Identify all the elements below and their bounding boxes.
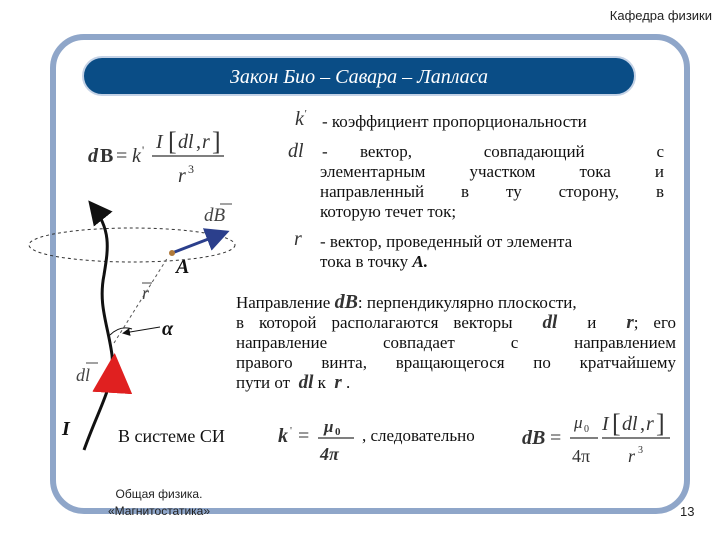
svg-text:k: k <box>278 425 288 447</box>
svg-text:r: r <box>202 131 210 153</box>
dl-symbol: dl <box>288 140 304 162</box>
svg-text:dB: dB <box>522 427 546 449</box>
svg-text:': ' <box>142 143 145 157</box>
biot-savart-si-formula <box>520 400 680 472</box>
direction-line-3: направление совпадает с направлением <box>236 333 676 352</box>
r-label: r <box>142 283 150 303</box>
biot-savart-formula <box>86 118 236 190</box>
r-inline-2: r <box>334 372 342 393</box>
direction-line-2 <box>236 313 676 333</box>
svg-text:]: ] <box>212 127 221 156</box>
svg-text:r: r <box>646 413 654 435</box>
svg-text:,: , <box>640 413 645 435</box>
svg-text:[: [ <box>168 127 177 156</box>
dl-line-1: вектор, совпадающий с <box>360 142 664 161</box>
dl-line-3: направленный в ту сторону, в <box>320 182 664 201</box>
r-inline: r <box>626 312 634 333</box>
direction-line-2-c: ; его <box>633 313 677 332</box>
k-definition: - коэффициент пропорциональности <box>322 112 587 131</box>
page-number: 13 <box>680 504 695 519</box>
db-vector <box>172 233 224 253</box>
svg-text:=: = <box>298 425 310 447</box>
direction-paragraph <box>236 292 676 393</box>
current-label: I <box>62 418 70 440</box>
current-diagram <box>20 195 240 455</box>
current-wire <box>84 205 112 450</box>
dl-dash: - <box>322 142 328 161</box>
dl-definition <box>320 142 664 222</box>
r-line-2-text: тока в точку <box>320 252 409 271</box>
direction-line-1-rest: : перпендикулярно плоскости, <box>357 293 577 312</box>
db-label: dB <box>204 205 226 226</box>
svg-text:3: 3 <box>638 445 643 456</box>
svg-text:[: [ <box>612 409 621 438</box>
direction-line-2-a: в которой располагаются векторы <box>236 313 513 332</box>
svg-text:4π: 4π <box>572 446 591 466</box>
svg-text:r: r <box>178 165 186 187</box>
svg-text:B: B <box>100 145 114 167</box>
svg-text:dl: dl <box>178 131 194 153</box>
svg-text:μ: μ <box>324 417 334 436</box>
r-definition <box>320 232 664 272</box>
svg-text:=: = <box>550 427 562 449</box>
svg-text:k: k <box>132 145 141 167</box>
section-name: «Магнитостатика» <box>107 504 211 518</box>
svg-text:': ' <box>290 425 292 437</box>
alpha-label: α <box>162 318 174 340</box>
svg-text:=: = <box>116 145 128 167</box>
svg-text:3: 3 <box>188 162 194 176</box>
r-line-2 <box>320 252 664 272</box>
dl-line-4: которую течет ток; <box>320 202 457 221</box>
dl-line-2: элементарным участком тока и <box>320 162 664 181</box>
svg-text:]: ] <box>656 409 665 438</box>
svg-text:I: I <box>602 413 609 435</box>
direction-word: Направление <box>236 293 331 312</box>
direction-line-5-c: . <box>346 373 351 392</box>
direction-line-5-a: пути от <box>236 373 291 392</box>
department-label: Кафедра физики <box>609 8 712 23</box>
k-si-formula <box>276 410 362 468</box>
svg-text:I: I <box>156 131 163 153</box>
course-footer <box>84 486 234 520</box>
k-symbol: k' <box>295 108 307 130</box>
dl-inline: dl <box>542 312 558 333</box>
consequently-label: , следовательно <box>362 426 475 445</box>
direction-line-4: правого винта, вращающегося по кратчайшему <box>236 353 676 372</box>
slide-title: Закон Био – Савара – Лапласа <box>229 66 489 88</box>
direction-line-1 <box>236 292 676 313</box>
svg-text:μ: μ <box>574 413 583 432</box>
dl-inline-2: dl <box>298 372 314 393</box>
svg-text:,: , <box>196 131 201 153</box>
svg-text:dl: dl <box>622 413 638 435</box>
svg-text:0: 0 <box>584 424 589 435</box>
dl-label: dl <box>76 365 91 385</box>
point-a-ref: А. <box>412 252 428 271</box>
svg-text:d: d <box>88 145 98 167</box>
svg-text:4π: 4π <box>320 444 339 464</box>
r-line-1: - вектор, проведенный от элемента <box>320 232 573 251</box>
db-inline: dB <box>334 291 358 313</box>
svg-text:0: 0 <box>335 426 341 438</box>
point-a-dot <box>169 250 175 256</box>
title-banner <box>82 56 636 96</box>
svg-text:r: r <box>628 446 636 466</box>
direction-line-5-b: к <box>317 373 326 392</box>
r-symbol: r <box>294 228 302 250</box>
direction-line-2-b: и <box>587 313 597 332</box>
dl-element-arrow <box>113 365 114 381</box>
direction-line-5 <box>236 373 676 393</box>
course-name: Общая физика. <box>115 487 203 501</box>
si-label: В системе СИ <box>118 426 225 446</box>
field-line-ellipse <box>29 228 235 262</box>
point-a-label: A <box>176 256 190 278</box>
